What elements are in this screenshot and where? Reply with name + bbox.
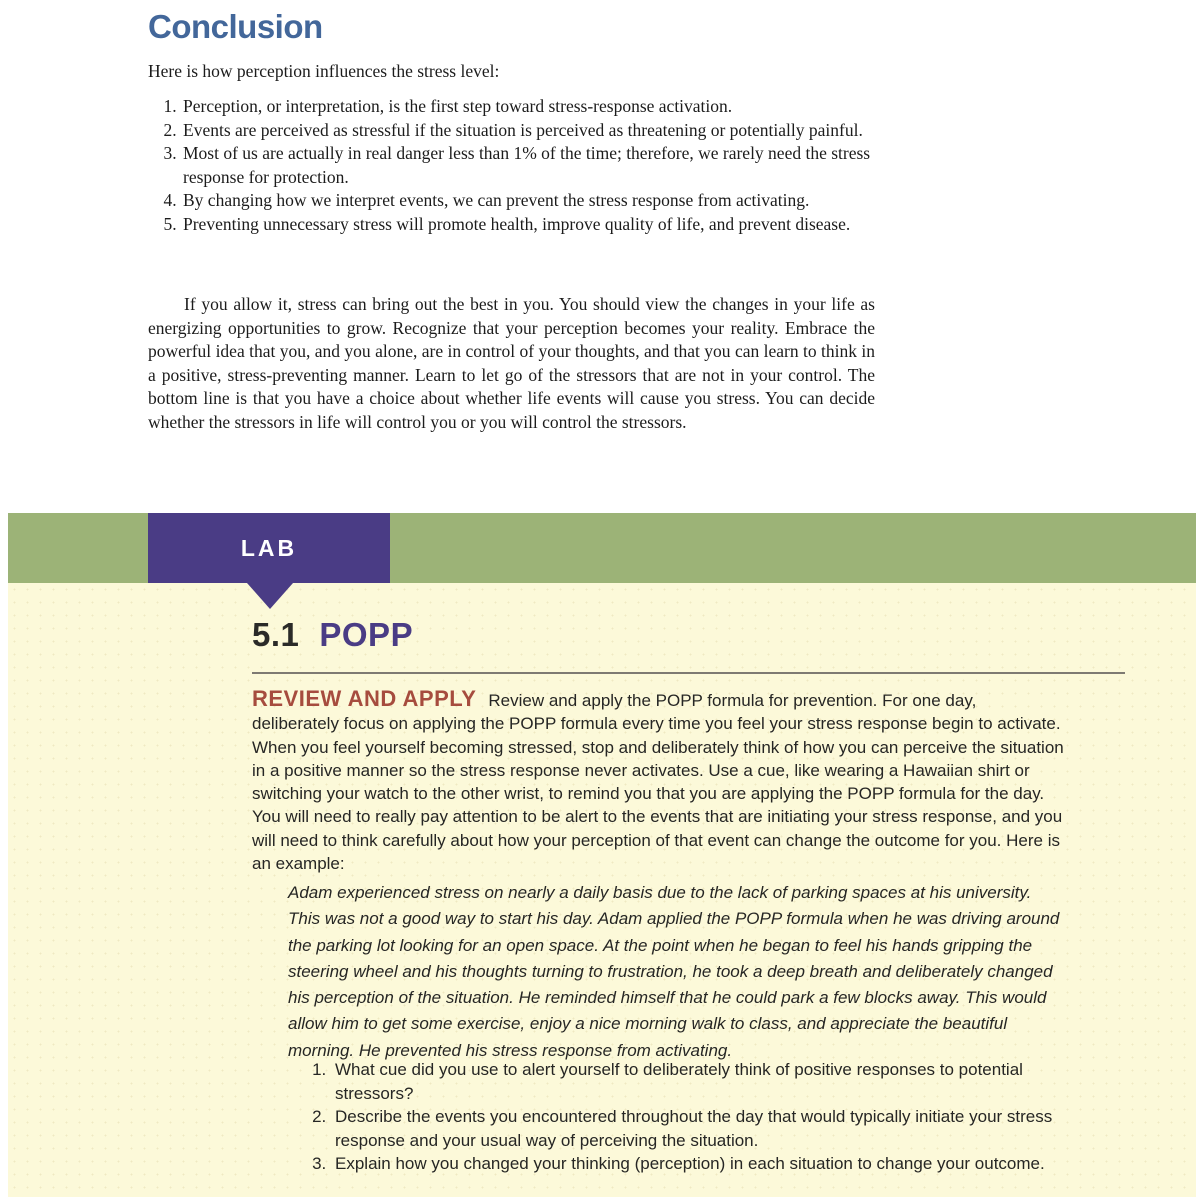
- lab-title: [252, 616, 413, 654]
- list-item: 5. Preventing unnecessary stress will promote health, improve quality of life, and prevent disease.: [181, 213, 875, 237]
- lab-divider-rule: [252, 672, 1125, 674]
- lab-name: POPP: [319, 616, 414, 653]
- conclusion-list: [148, 95, 875, 236]
- question-item: 1. What cue did you use to alert yourself to deliberately think of positive responses to potential stressors?: [331, 1058, 1066, 1105]
- list-item: 4. By changing how we interpret events, we can prevent the stress response from activating.: [181, 189, 875, 213]
- list-item: 1. Perception, or interpretation, is the first step toward stress-response activation.: [181, 95, 875, 119]
- lab-review-paragraph: [252, 687, 1065, 875]
- review-body-text: Review and apply the POPP formula for prevention. For one day, deliberately focus on applying the POPP formula every time you feel your stress response begin to activate. When you feel yourself becoming stressed, stop and deliberately think of how you can perceive the situation in a positive manner so the stress response never activates. Use a cue, like wearing a Hawaiian shirt or switching your watch to the other wrist, to remind you that you are applying the POPP formula for the day. You will need to really pay attention to be alert to the events that are initiating your stress response, and you will need to think carefully about how your perception of that event can change the outcome for you. Here is an example:: [252, 691, 1064, 874]
- conclusion-heading: Conclusion: [148, 8, 323, 45]
- question-item: 2. Describe the events you encountered throughout the day that would typically initiate your stress response and your usual way of perceiving the situation.: [331, 1105, 1066, 1152]
- question-item: 3. Explain how you changed your thinking (perception) in each situation to change your outcome.: [331, 1152, 1066, 1176]
- conclusion-paragraph: If you allow it, stress can bring out the best in you. You should view the changes in your life as energizing opportunities to grow. Recognize that your perception becomes your reality. Embrace the powerful idea that you, and you alone, are in control of your thoughts, and that you can learn to think in a positive, stress-preventing manner. Learn to let go of the stressors that are not in your control. The bottom line is that you have a choice about whether life events will cause you stress. You can decide whether the stressors in life will control you or you will control the stressors.: [148, 294, 875, 432]
- lab-questions-list: [303, 1058, 1066, 1176]
- lab-tab-pointer: [247, 583, 293, 609]
- list-item: 3. Most of us are actually in real danger less than 1% of the time; therefore, we rarely need the stress response for protection.: [181, 142, 875, 189]
- review-and-apply-label: REVIEW AND APPLY: [252, 686, 477, 711]
- lab-number: 5.1: [252, 616, 300, 653]
- lab-tab: [148, 513, 390, 583]
- list-item: 2. Events are perceived as stressful if the situation is perceived as threatening or potentially painful.: [181, 119, 875, 143]
- lab-panel: [8, 583, 1196, 1197]
- conclusion-intro: Here is how perception influences the stress level:: [148, 61, 500, 81]
- lab-example-paragraph: Adam experienced stress on nearly a daily basis due to the lack of parking spaces at his university. This was not a good way to start his day. Adam applied the POPP formula when he was driving around the parking lot looking for an open space. At the point when he began to feel his hands gripping the steering wheel and his thoughts turning to frustration, he took a deep breath and deliberately changed his perception of the situation. He reminded himself that he could park a few blocks away. This would allow him to get some exercise, enjoy a nice morning walk to class, and appreciate the beautiful morning. He prevented his stress response from activating.: [288, 883, 1060, 1060]
- lab-tab-label: LAB: [240, 534, 298, 561]
